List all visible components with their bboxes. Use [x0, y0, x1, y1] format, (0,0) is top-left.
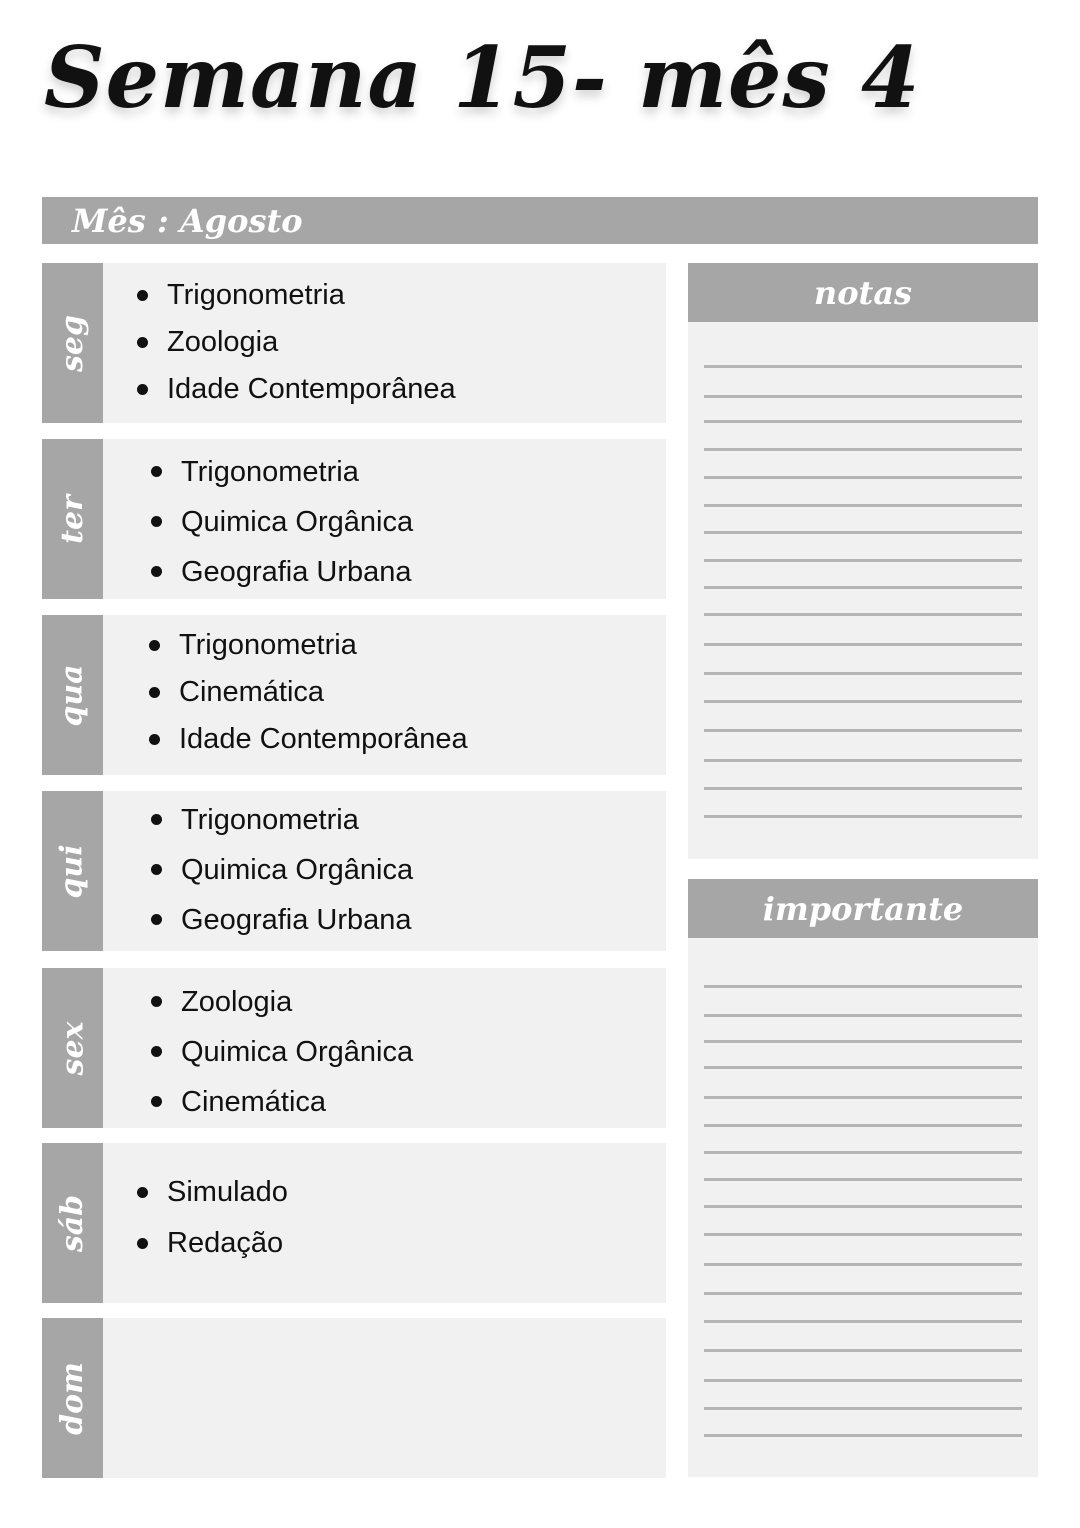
task-item: Simulado [137, 1167, 288, 1218]
day-row-qui [42, 791, 666, 951]
note-line [704, 643, 1022, 646]
bullet-icon [151, 996, 162, 1007]
note-line [704, 1178, 1022, 1181]
note-line [704, 1379, 1022, 1382]
bullet-icon [151, 1096, 162, 1107]
note-line [704, 1407, 1022, 1410]
day-row-dom [42, 1318, 666, 1478]
day-tasks-seg [103, 263, 666, 423]
note-line [704, 1233, 1022, 1236]
note-line [704, 1040, 1022, 1043]
note-line [704, 365, 1022, 368]
day-row-ter [42, 439, 666, 599]
day-tab-qui [42, 791, 103, 951]
note-line [704, 448, 1022, 451]
day-label: qua [55, 663, 91, 727]
page-title: Semana 15- mês 4 [44, 28, 921, 127]
month-bar [42, 197, 1038, 244]
bullet-icon [137, 290, 148, 301]
note-line [704, 1066, 1022, 1069]
bullet-icon [151, 864, 162, 875]
day-row-qua [42, 615, 666, 775]
bullet-icon [149, 640, 160, 651]
bullet-icon [151, 1046, 162, 1057]
task-item: Cinemática [151, 1077, 413, 1127]
day-tasks-ter [103, 439, 666, 599]
month-label: Mês : Agosto [72, 201, 303, 240]
note-line [704, 1434, 1022, 1437]
note-line [704, 672, 1022, 675]
important-panel [688, 879, 1038, 1477]
day-label: seg [54, 314, 90, 372]
note-line [704, 559, 1022, 562]
bullet-icon [149, 734, 160, 745]
task-item: Quimica Orgânica [151, 497, 413, 547]
task-item: Quimica Orgânica [151, 845, 413, 895]
note-line [704, 586, 1022, 589]
bullet-icon [151, 516, 162, 527]
note-line [704, 1205, 1022, 1208]
day-row-seg [42, 263, 666, 423]
bullet-icon [151, 466, 162, 477]
task-item: Idade Contemporânea [137, 366, 456, 413]
day-label: qui [55, 843, 90, 899]
note-line [704, 1124, 1022, 1127]
note-line [704, 420, 1022, 423]
task-item: Geografia Urbana [151, 895, 413, 945]
note-line [704, 1014, 1022, 1017]
bullet-icon [137, 384, 148, 395]
notes-panel [688, 263, 1038, 859]
note-line [704, 1151, 1022, 1154]
task-item: Cinemática [149, 669, 468, 716]
day-tab-sab [42, 1143, 103, 1303]
day-label: sex [55, 1021, 90, 1075]
day-label: sáb [55, 1194, 90, 1252]
day-tasks-dom [103, 1318, 666, 1478]
bullet-icon [137, 337, 148, 348]
day-tasks-sex [103, 968, 666, 1128]
note-line [704, 476, 1022, 479]
note-line [704, 787, 1022, 790]
day-tab-dom [42, 1318, 103, 1478]
bullet-icon [151, 814, 162, 825]
day-label: dom [55, 1361, 91, 1435]
task-item: Redação [137, 1218, 288, 1269]
task-item: Geografia Urbana [151, 547, 413, 597]
note-line [704, 729, 1022, 732]
day-row-sex [42, 968, 666, 1128]
day-tab-seg [42, 263, 103, 423]
bullet-icon [137, 1187, 148, 1198]
note-line [704, 395, 1022, 398]
day-label: ter [55, 494, 90, 544]
task-item: Idade Contemporânea [149, 716, 468, 763]
task-item: Trigonometria [137, 272, 456, 319]
important-header [688, 879, 1038, 938]
note-line [704, 1096, 1022, 1099]
task-item: Trigonometria [149, 622, 468, 669]
note-line [704, 1349, 1022, 1352]
notes-title: notas [813, 273, 913, 312]
day-tasks-qui [103, 791, 666, 951]
note-line [704, 759, 1022, 762]
day-row-sab [42, 1143, 666, 1303]
note-line [704, 613, 1022, 616]
note-line [704, 815, 1022, 818]
bullet-icon [151, 566, 162, 577]
note-line [704, 531, 1022, 534]
note-line [704, 700, 1022, 703]
note-line [704, 1263, 1022, 1266]
bullet-icon [149, 687, 160, 698]
notes-header [688, 263, 1038, 322]
bullet-icon [151, 914, 162, 925]
note-line [704, 1292, 1022, 1295]
task-item: Trigonometria [151, 795, 413, 845]
bullet-icon [137, 1238, 148, 1249]
task-item: Zoologia [137, 319, 456, 366]
note-line [704, 1320, 1022, 1323]
day-tasks-qua [103, 615, 666, 775]
task-item: Trigonometria [151, 447, 413, 497]
day-tab-sex [42, 968, 103, 1128]
task-item: Quimica Orgânica [151, 1027, 413, 1077]
note-line [704, 504, 1022, 507]
day-tab-qua [42, 615, 103, 775]
note-line [704, 985, 1022, 988]
important-title: importante [762, 889, 964, 928]
day-tasks-sab [103, 1143, 666, 1303]
task-item: Zoologia [151, 977, 413, 1027]
day-tab-ter [42, 439, 103, 599]
